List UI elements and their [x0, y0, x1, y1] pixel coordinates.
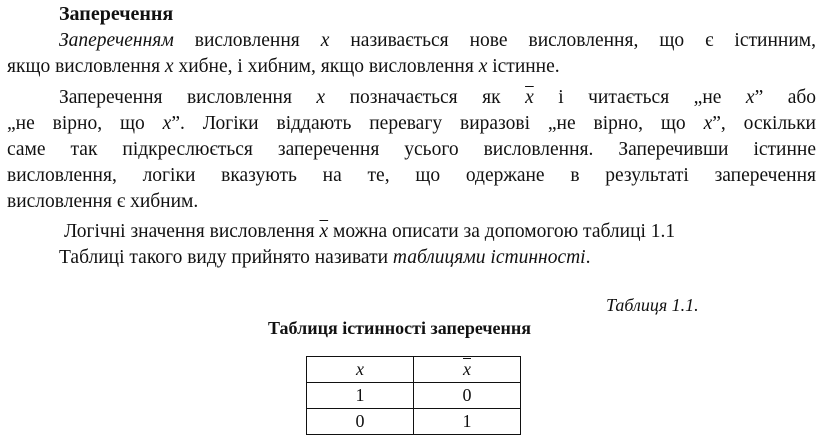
- variable-x: x: [162, 113, 172, 134]
- variable-x: x: [320, 30, 330, 51]
- text-span: ”, оскільки: [712, 113, 816, 134]
- truth-table: [306, 356, 521, 435]
- term-negation: Запереченням: [59, 30, 174, 51]
- text-span: ”. Логіки віддають перевагу виразові „не вірно, що: [171, 113, 704, 134]
- header-x-negated: [414, 357, 521, 383]
- table-cell: 0: [414, 383, 521, 409]
- table-title: Таблиця істинності заперечення: [268, 318, 531, 338]
- text-span: якщо висловлення: [7, 56, 165, 77]
- text-span: ” або: [754, 87, 817, 108]
- table-caption: Таблиця 1.1.: [606, 295, 699, 315]
- text-span: „не вірно, що: [7, 113, 163, 134]
- variable-x: x: [745, 87, 755, 108]
- text-span: і читається „не: [533, 87, 746, 108]
- text-span: Логічні значення висловлення: [64, 221, 320, 242]
- text-span: .: [585, 247, 591, 268]
- text-span: можна описати за допомогою таблиці 1.1: [328, 221, 676, 242]
- text-span: Заперечення висловлення: [59, 87, 317, 108]
- variable-x-negated: $\overline{x}$: [319, 221, 329, 242]
- variable-x: x: [478, 56, 488, 77]
- paragraph-3-line-2: [59, 246, 590, 270]
- header-x-negated-label: $\overline{x}$: [463, 359, 471, 379]
- term-truth-tables: таблицями істинності: [392, 247, 586, 268]
- table-cell: 1: [307, 383, 414, 409]
- text-span: хибне, і хибним, якщо висловлення: [173, 56, 479, 77]
- text-span: називається нове висловлення, що є істинним,: [329, 30, 816, 51]
- variable-x: x: [164, 56, 174, 77]
- paragraph-2-line-1: [59, 86, 816, 110]
- variable-x: x: [316, 87, 326, 108]
- paragraph-1-line-2: [7, 55, 560, 79]
- paragraph-2-line-4: висловлення, логіки вказують на те, що одержане в результаті заперечення: [7, 165, 816, 186]
- paragraph-1-line-1: [59, 29, 816, 53]
- table-cell: 0: [307, 409, 414, 435]
- table-row: [307, 409, 521, 435]
- paragraph-2-line-2: [7, 112, 816, 136]
- table-row: [307, 383, 521, 409]
- header-x: x: [307, 357, 414, 383]
- text-span: позначається як: [325, 87, 526, 108]
- paragraph-3-line-1: [64, 220, 675, 244]
- variable-x-negated: $\overline{x}$: [525, 87, 534, 108]
- text-span: висловлення: [173, 30, 321, 51]
- section-heading: Заперечення: [59, 3, 174, 25]
- text-span: Таблиці такого виду прийнято називати: [59, 247, 393, 268]
- table-cell: 1: [414, 409, 521, 435]
- table-header-row: [307, 357, 521, 383]
- paragraph-2-line-3: саме так підкреслюється заперечення усього висловлення. Заперечивши істинне: [7, 139, 816, 160]
- paragraph-2-line-5: висловлення є хибним.: [7, 191, 199, 212]
- variable-x: x: [703, 113, 713, 134]
- text-span: істинне.: [487, 56, 560, 77]
